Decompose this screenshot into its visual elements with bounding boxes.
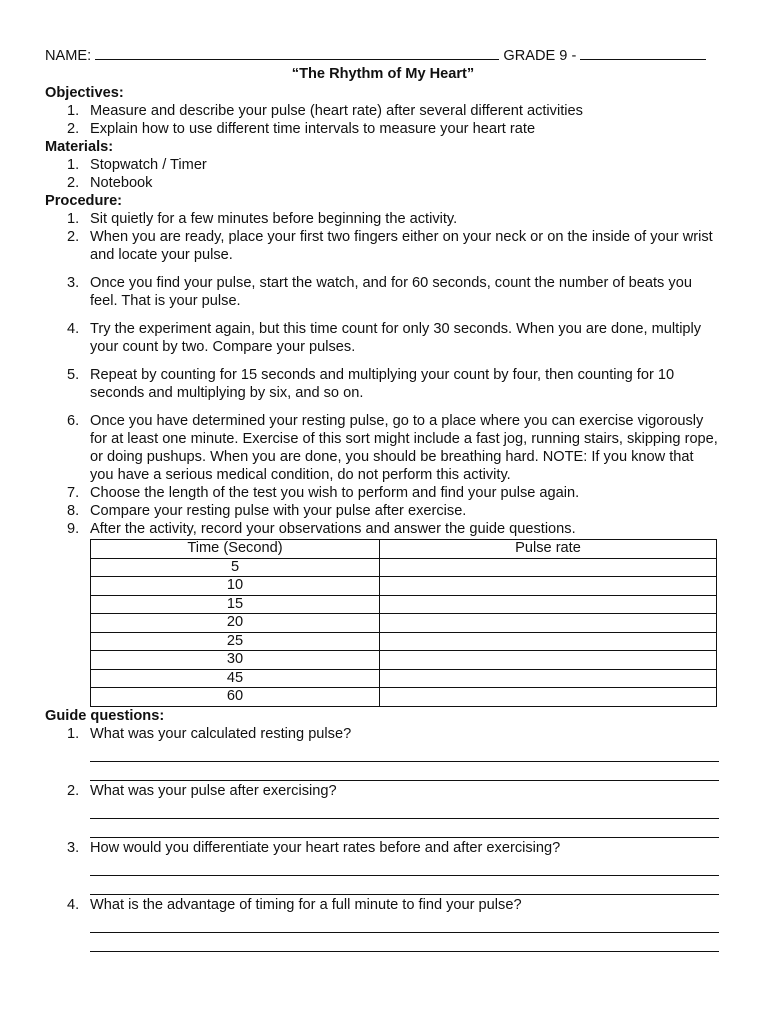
guide-question <box>45 725 721 781</box>
answer-line[interactable] <box>90 914 719 933</box>
procedure-step <box>45 502 721 520</box>
worksheet-title: “The Rhythm of My Heart” <box>291 66 475 82</box>
procedure-step <box>45 210 721 228</box>
item-number: 4. <box>67 321 80 337</box>
question-text: What was your pulse after exercising? <box>90 782 337 799</box>
item-text: Once you have determined your resting pulse, go to a place where you can exercise vigorously for at least one minute. Exercise of this sort might include a fast jog, running stairs, skipping rope, or doing pushups. When you are done, you should be breathing hard. NOTE: If you know that you have a serious medical condition, do not perform this activity. <box>90 413 718 483</box>
item-text: Measure and describe your pulse (heart rate) after several different activities <box>90 103 583 119</box>
item-number: 1. <box>67 725 80 742</box>
item-text: Choose the length of the test you wish to perform and find your pulse again. <box>90 485 580 501</box>
item-text: Repeat by counting for 15 seconds and multiplying your count by four, then counting for 10 seconds and multiplying by six, and so on. <box>90 367 675 401</box>
pulse-rate-cell[interactable] <box>380 688 717 707</box>
question-text: How would you differentiate your heart rates before and after exercising? <box>90 839 561 856</box>
table-row <box>91 614 717 633</box>
answer-line[interactable] <box>90 933 719 952</box>
item-number: 9. <box>67 521 80 537</box>
procedure-heading: Procedure: <box>45 193 123 209</box>
pulse-rate-cell[interactable] <box>380 558 717 577</box>
objective-item <box>45 120 721 138</box>
table-row <box>91 632 717 651</box>
item-text: Compare your resting pulse with your pulse after exercise. <box>90 503 467 519</box>
pulse-rate-cell[interactable] <box>380 614 717 633</box>
header-line <box>45 46 721 65</box>
item-text: Explain how to use different time intervals to measure your heart rate <box>90 121 536 137</box>
guide-questions-list <box>45 725 721 952</box>
grade-label: GRADE 9 - <box>503 48 577 64</box>
table-row <box>91 669 717 688</box>
item-number: 3. <box>67 839 80 856</box>
item-number: 1. <box>67 157 80 173</box>
pulse-rate-cell[interactable] <box>380 595 717 614</box>
item-number: 1. <box>67 211 80 227</box>
answer-line[interactable] <box>90 819 719 838</box>
time-cell: 25 <box>91 632 380 651</box>
pulse-column-header: Pulse rate <box>380 540 717 559</box>
item-number: 3. <box>67 275 80 291</box>
table-row <box>91 688 717 707</box>
name-label: NAME: <box>45 48 92 64</box>
question-text: What was your calculated resting pulse? <box>90 725 352 742</box>
table-row <box>91 577 717 596</box>
time-cell: 20 <box>91 614 380 633</box>
pulse-rate-cell[interactable] <box>380 632 717 651</box>
time-cell: 5 <box>91 558 380 577</box>
answer-line[interactable] <box>90 800 719 819</box>
objective-item <box>45 102 721 120</box>
procedure-list <box>45 210 721 538</box>
time-cell: 10 <box>91 577 380 596</box>
item-number: 2. <box>67 175 80 191</box>
answer-line[interactable] <box>90 857 719 876</box>
item-text: Stopwatch / Timer <box>90 157 207 173</box>
materials-heading: Materials: <box>45 139 114 155</box>
procedure-step <box>45 412 721 484</box>
item-text: Sit quietly for a few minutes before beginning the activity. <box>90 211 458 227</box>
item-number: 2. <box>67 229 80 245</box>
item-text: Notebook <box>90 175 153 191</box>
time-cell: 15 <box>91 595 380 614</box>
table-row <box>91 595 717 614</box>
objectives-heading: Objectives: <box>45 85 124 101</box>
material-item <box>45 156 721 174</box>
item-number: 1. <box>67 103 80 119</box>
question-text: What is the advantage of timing for a full minute to find your pulse? <box>90 896 522 913</box>
item-number: 7. <box>67 485 80 501</box>
item-text: Once you find your pulse, start the watch, and for 60 seconds, count the number of beats you feel. That is your pulse. <box>90 275 692 309</box>
time-cell: 30 <box>91 651 380 670</box>
materials-list <box>45 156 721 192</box>
time-column-header: Time (Second) <box>91 540 380 559</box>
answer-line[interactable] <box>90 743 719 762</box>
pulse-rate-table <box>90 539 717 707</box>
procedure-step <box>45 320 721 356</box>
name-field[interactable] <box>95 46 499 60</box>
item-number: 6. <box>67 413 80 429</box>
pulse-rate-cell[interactable] <box>380 577 717 596</box>
item-number: 5. <box>67 367 80 383</box>
procedure-step <box>45 228 721 264</box>
pulse-rate-cell[interactable] <box>380 651 717 670</box>
item-number: 2. <box>67 121 80 137</box>
item-number: 8. <box>67 503 80 519</box>
procedure-step <box>45 366 721 402</box>
material-item <box>45 174 721 192</box>
table-row <box>91 558 717 577</box>
guide-questions-heading: Guide questions: <box>45 707 165 724</box>
pulse-rate-cell[interactable] <box>380 669 717 688</box>
time-cell: 60 <box>91 688 380 707</box>
table-row <box>91 651 717 670</box>
objectives-list <box>45 102 721 138</box>
item-number: 4. <box>67 896 80 913</box>
table-header-row <box>91 540 717 559</box>
worksheet-page <box>45 46 721 953</box>
procedure-step <box>45 520 721 538</box>
item-text: Try the experiment again, but this time count for only 30 seconds. When you are done, multiply your count by two. Compare your pulses. <box>90 321 702 355</box>
guide-question <box>45 839 721 895</box>
grade-section-field[interactable] <box>580 46 706 60</box>
time-cell: 45 <box>91 669 380 688</box>
procedure-step <box>45 274 721 310</box>
answer-line[interactable] <box>90 876 719 895</box>
item-text: After the activity, record your observations and answer the guide questions. <box>90 521 576 537</box>
item-text: When you are ready, place your first two fingers either on your neck or on the inside of your wrist and locate your pulse. <box>90 229 713 263</box>
procedure-step <box>45 484 721 502</box>
guide-question <box>45 896 721 952</box>
answer-line[interactable] <box>90 762 719 781</box>
guide-question <box>45 782 721 838</box>
item-number: 2. <box>67 782 80 799</box>
